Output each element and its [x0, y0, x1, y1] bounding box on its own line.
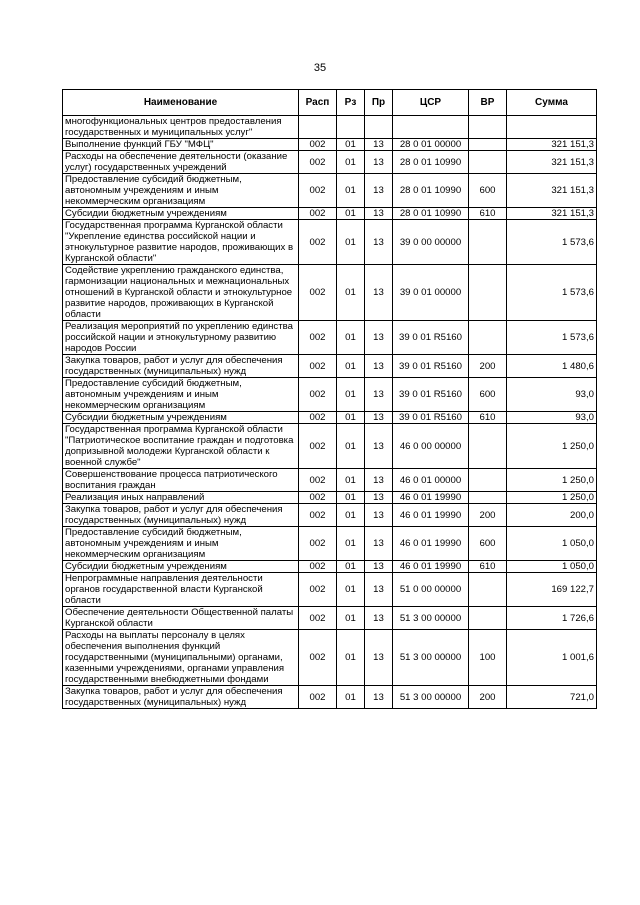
cell-pr: 13 [365, 412, 393, 424]
table-row [63, 174, 597, 208]
cell-sum: 321 151,3 [507, 208, 597, 220]
cell-vr: 200 [469, 355, 507, 378]
cell-pr: 13 [365, 607, 393, 630]
cell-csr: 46 0 00 00000 [393, 424, 469, 469]
cell-rasp: 002 [299, 220, 337, 265]
table-row [63, 208, 597, 220]
cell-sum: 321 151,3 [507, 139, 597, 151]
cell-rasp [299, 116, 337, 139]
cell-csr: 28 0 01 10990 [393, 151, 469, 174]
cell-pr: 13 [365, 265, 393, 321]
cell-name: Выполнение функций ГБУ "МФЦ" [63, 139, 299, 151]
cell-rasp: 002 [299, 424, 337, 469]
cell-rz: 01 [337, 174, 365, 208]
cell-csr: 28 0 01 00000 [393, 139, 469, 151]
cell-vr [469, 265, 507, 321]
cell-rasp: 002 [299, 630, 337, 686]
cell-sum: 1 250,0 [507, 469, 597, 492]
cell-name: Субсидии бюджетным учреждениям [63, 208, 299, 220]
cell-name: Государственная программа Курганской области "Патриотическое воспитание граждан и подготовка допризывной молодежи Курганской области к военной службе" [63, 424, 299, 469]
header-name: Наименование [63, 90, 299, 116]
cell-sum: 321 151,3 [507, 174, 597, 208]
cell-name: Закупка товаров, работ и услуг для обеспечения государственных (муниципальных) нужд [63, 686, 299, 709]
cell-csr: 51 3 00 00000 [393, 686, 469, 709]
table-row [63, 220, 597, 265]
table-row [63, 573, 597, 607]
cell-rz: 01 [337, 686, 365, 709]
cell-csr: 51 0 00 00000 [393, 573, 469, 607]
cell-rasp: 002 [299, 208, 337, 220]
table-row [63, 355, 597, 378]
cell-rasp: 002 [299, 321, 337, 355]
cell-name: Содействие укреплению гражданского единства, гармонизации национальных и межнациональных отношений в Курганской области и этнокультурное развитие народов, проживающих в Курганской области [63, 265, 299, 321]
cell-pr: 13 [365, 174, 393, 208]
cell-vr: 610 [469, 412, 507, 424]
cell-rz: 01 [337, 412, 365, 424]
cell-sum [507, 116, 597, 139]
cell-csr: 39 0 00 00000 [393, 220, 469, 265]
cell-rz: 01 [337, 424, 365, 469]
cell-csr: 28 0 01 10990 [393, 208, 469, 220]
cell-vr: 600 [469, 527, 507, 561]
budget-table [62, 89, 597, 709]
cell-rz: 01 [337, 355, 365, 378]
cell-csr: 46 0 01 00000 [393, 469, 469, 492]
cell-pr: 13 [365, 573, 393, 607]
table-row [63, 686, 597, 709]
cell-sum: 1 573,6 [507, 220, 597, 265]
cell-rz: 01 [337, 139, 365, 151]
cell-sum: 169 122,7 [507, 573, 597, 607]
cell-vr: 610 [469, 561, 507, 573]
cell-csr: 46 0 01 19990 [393, 504, 469, 527]
cell-csr: 46 0 01 19990 [393, 492, 469, 504]
cell-vr: 610 [469, 208, 507, 220]
cell-rz: 01 [337, 378, 365, 412]
table-row [63, 607, 597, 630]
cell-rasp: 002 [299, 265, 337, 321]
cell-sum: 1 573,6 [507, 321, 597, 355]
cell-name: Предоставление субсидий бюджетным, автономным учреждениям и иным некоммерческим организациям [63, 527, 299, 561]
table-row [63, 151, 597, 174]
table-row [63, 630, 597, 686]
cell-name: Предоставление субсидий бюджетным, автономным учреждениям и иным некоммерческим организациям [63, 174, 299, 208]
cell-rz: 01 [337, 561, 365, 573]
cell-csr: 51 3 00 00000 [393, 630, 469, 686]
cell-vr [469, 424, 507, 469]
cell-pr: 13 [365, 208, 393, 220]
cell-name: Закупка товаров, работ и услуг для обеспечения государственных (муниципальных) нужд [63, 504, 299, 527]
page-number: 35 [313, 62, 327, 74]
cell-rz: 01 [337, 321, 365, 355]
cell-csr: 51 3 00 00000 [393, 607, 469, 630]
cell-rz [337, 116, 365, 139]
cell-csr [393, 116, 469, 139]
cell-name: Расходы на выплаты персоналу в целях обеспечения выполнения функций государственными (муниципальными) органами, казенными учреждениями, органами управления государственными внебюджетными фондами [63, 630, 299, 686]
cell-vr [469, 573, 507, 607]
cell-vr [469, 151, 507, 174]
table-row [63, 378, 597, 412]
cell-pr: 13 [365, 527, 393, 561]
cell-vr [469, 220, 507, 265]
cell-rasp: 002 [299, 412, 337, 424]
cell-rasp: 002 [299, 355, 337, 378]
cell-rasp: 002 [299, 469, 337, 492]
cell-csr: 46 0 01 19990 [393, 561, 469, 573]
header-csr: ЦСР [393, 90, 469, 116]
cell-rasp: 002 [299, 174, 337, 208]
cell-name: Совершенствование процесса патриотического воспитания граждан [63, 469, 299, 492]
cell-sum: 1 050,0 [507, 561, 597, 573]
header-vr: ВР [469, 90, 507, 116]
cell-rasp: 002 [299, 561, 337, 573]
table-row [63, 492, 597, 504]
table-header-row [63, 90, 597, 116]
cell-rz: 01 [337, 573, 365, 607]
cell-vr: 100 [469, 630, 507, 686]
cell-pr: 13 [365, 504, 393, 527]
table-row [63, 469, 597, 492]
table-row [63, 321, 597, 355]
cell-pr [365, 116, 393, 139]
header-rasp: Расп [299, 90, 337, 116]
cell-pr: 13 [365, 355, 393, 378]
cell-rz: 01 [337, 151, 365, 174]
cell-name: Государственная программа Курганской области "Укрепление единства российской нации и этнокультурное развитие народов, проживающих в Курганской области" [63, 220, 299, 265]
cell-sum: 1 250,0 [507, 492, 597, 504]
cell-csr: 28 0 01 10990 [393, 174, 469, 208]
table-row [63, 527, 597, 561]
table-row [63, 561, 597, 573]
cell-rasp: 002 [299, 378, 337, 412]
cell-sum: 721,0 [507, 686, 597, 709]
cell-sum: 1 480,6 [507, 355, 597, 378]
cell-rz: 01 [337, 527, 365, 561]
cell-rz: 01 [337, 469, 365, 492]
cell-vr [469, 116, 507, 139]
cell-name: Обеспечение деятельности Общественной палаты Курганской области [63, 607, 299, 630]
cell-name: Субсидии бюджетным учреждениям [63, 412, 299, 424]
cell-name: Непрограммные направления деятельности органов государственной власти Курганской области [63, 573, 299, 607]
cell-pr: 13 [365, 561, 393, 573]
cell-pr: 13 [365, 321, 393, 355]
cell-rasp: 002 [299, 573, 337, 607]
cell-vr [469, 607, 507, 630]
cell-rasp: 002 [299, 527, 337, 561]
cell-sum: 93,0 [507, 378, 597, 412]
cell-rasp: 002 [299, 686, 337, 709]
cell-sum: 1 726,6 [507, 607, 597, 630]
cell-csr: 39 0 01 R5160 [393, 355, 469, 378]
cell-csr: 39 0 01 R5160 [393, 378, 469, 412]
cell-sum: 1 001,6 [507, 630, 597, 686]
cell-rz: 01 [337, 504, 365, 527]
cell-sum: 200,0 [507, 504, 597, 527]
cell-rasp: 002 [299, 492, 337, 504]
cell-csr: 39 0 01 R5160 [393, 321, 469, 355]
cell-pr: 13 [365, 686, 393, 709]
cell-csr: 39 0 01 00000 [393, 265, 469, 321]
header-pr: Пр [365, 90, 393, 116]
cell-vr: 600 [469, 174, 507, 208]
cell-rz: 01 [337, 607, 365, 630]
cell-csr: 46 0 01 19990 [393, 527, 469, 561]
cell-sum: 1 050,0 [507, 527, 597, 561]
cell-csr: 39 0 01 R5160 [393, 412, 469, 424]
cell-name: Закупка товаров, работ и услуг для обеспечения государственных (муниципальных) нужд [63, 355, 299, 378]
cell-vr: 600 [469, 378, 507, 412]
cell-sum: 1 250,0 [507, 424, 597, 469]
cell-name: Реализация иных направлений [63, 492, 299, 504]
cell-rz: 01 [337, 220, 365, 265]
cell-name: Расходы на обеспечение деятельности (оказание услуг) государственных учреждений [63, 151, 299, 174]
cell-pr: 13 [365, 469, 393, 492]
cell-pr: 13 [365, 378, 393, 412]
cell-vr [469, 492, 507, 504]
cell-vr: 200 [469, 504, 507, 527]
cell-pr: 13 [365, 220, 393, 265]
cell-rasp: 002 [299, 607, 337, 630]
table-row [63, 265, 597, 321]
header-sum: Сумма [507, 90, 597, 116]
cell-rz: 01 [337, 492, 365, 504]
cell-vr: 200 [469, 686, 507, 709]
cell-pr: 13 [365, 139, 393, 151]
cell-name: Предоставление субсидий бюджетным, автономным учреждениям и иным некоммерческим организациям [63, 378, 299, 412]
cell-pr: 13 [365, 492, 393, 504]
cell-sum: 93,0 [507, 412, 597, 424]
cell-vr [469, 139, 507, 151]
cell-name: многофункциональных центров предоставления государственных и муниципальных услуг" [63, 116, 299, 139]
cell-pr: 13 [365, 424, 393, 469]
cell-sum: 321 151,3 [507, 151, 597, 174]
cell-pr: 13 [365, 151, 393, 174]
cell-rasp: 002 [299, 151, 337, 174]
table-row [63, 412, 597, 424]
cell-rasp: 002 [299, 504, 337, 527]
table-row [63, 424, 597, 469]
cell-pr: 13 [365, 630, 393, 686]
header-rz: Рз [337, 90, 365, 116]
cell-rz: 01 [337, 208, 365, 220]
table-row [63, 139, 597, 151]
cell-name: Субсидии бюджетным учреждениям [63, 561, 299, 573]
cell-sum: 1 573,6 [507, 265, 597, 321]
table-row [63, 504, 597, 527]
cell-vr [469, 321, 507, 355]
table-row [63, 116, 597, 139]
cell-rz: 01 [337, 630, 365, 686]
cell-vr [469, 469, 507, 492]
cell-name: Реализация мероприятий по укреплению единства российской нации и этнокультурному развитию народов России [63, 321, 299, 355]
cell-rz: 01 [337, 265, 365, 321]
cell-rasp: 002 [299, 139, 337, 151]
